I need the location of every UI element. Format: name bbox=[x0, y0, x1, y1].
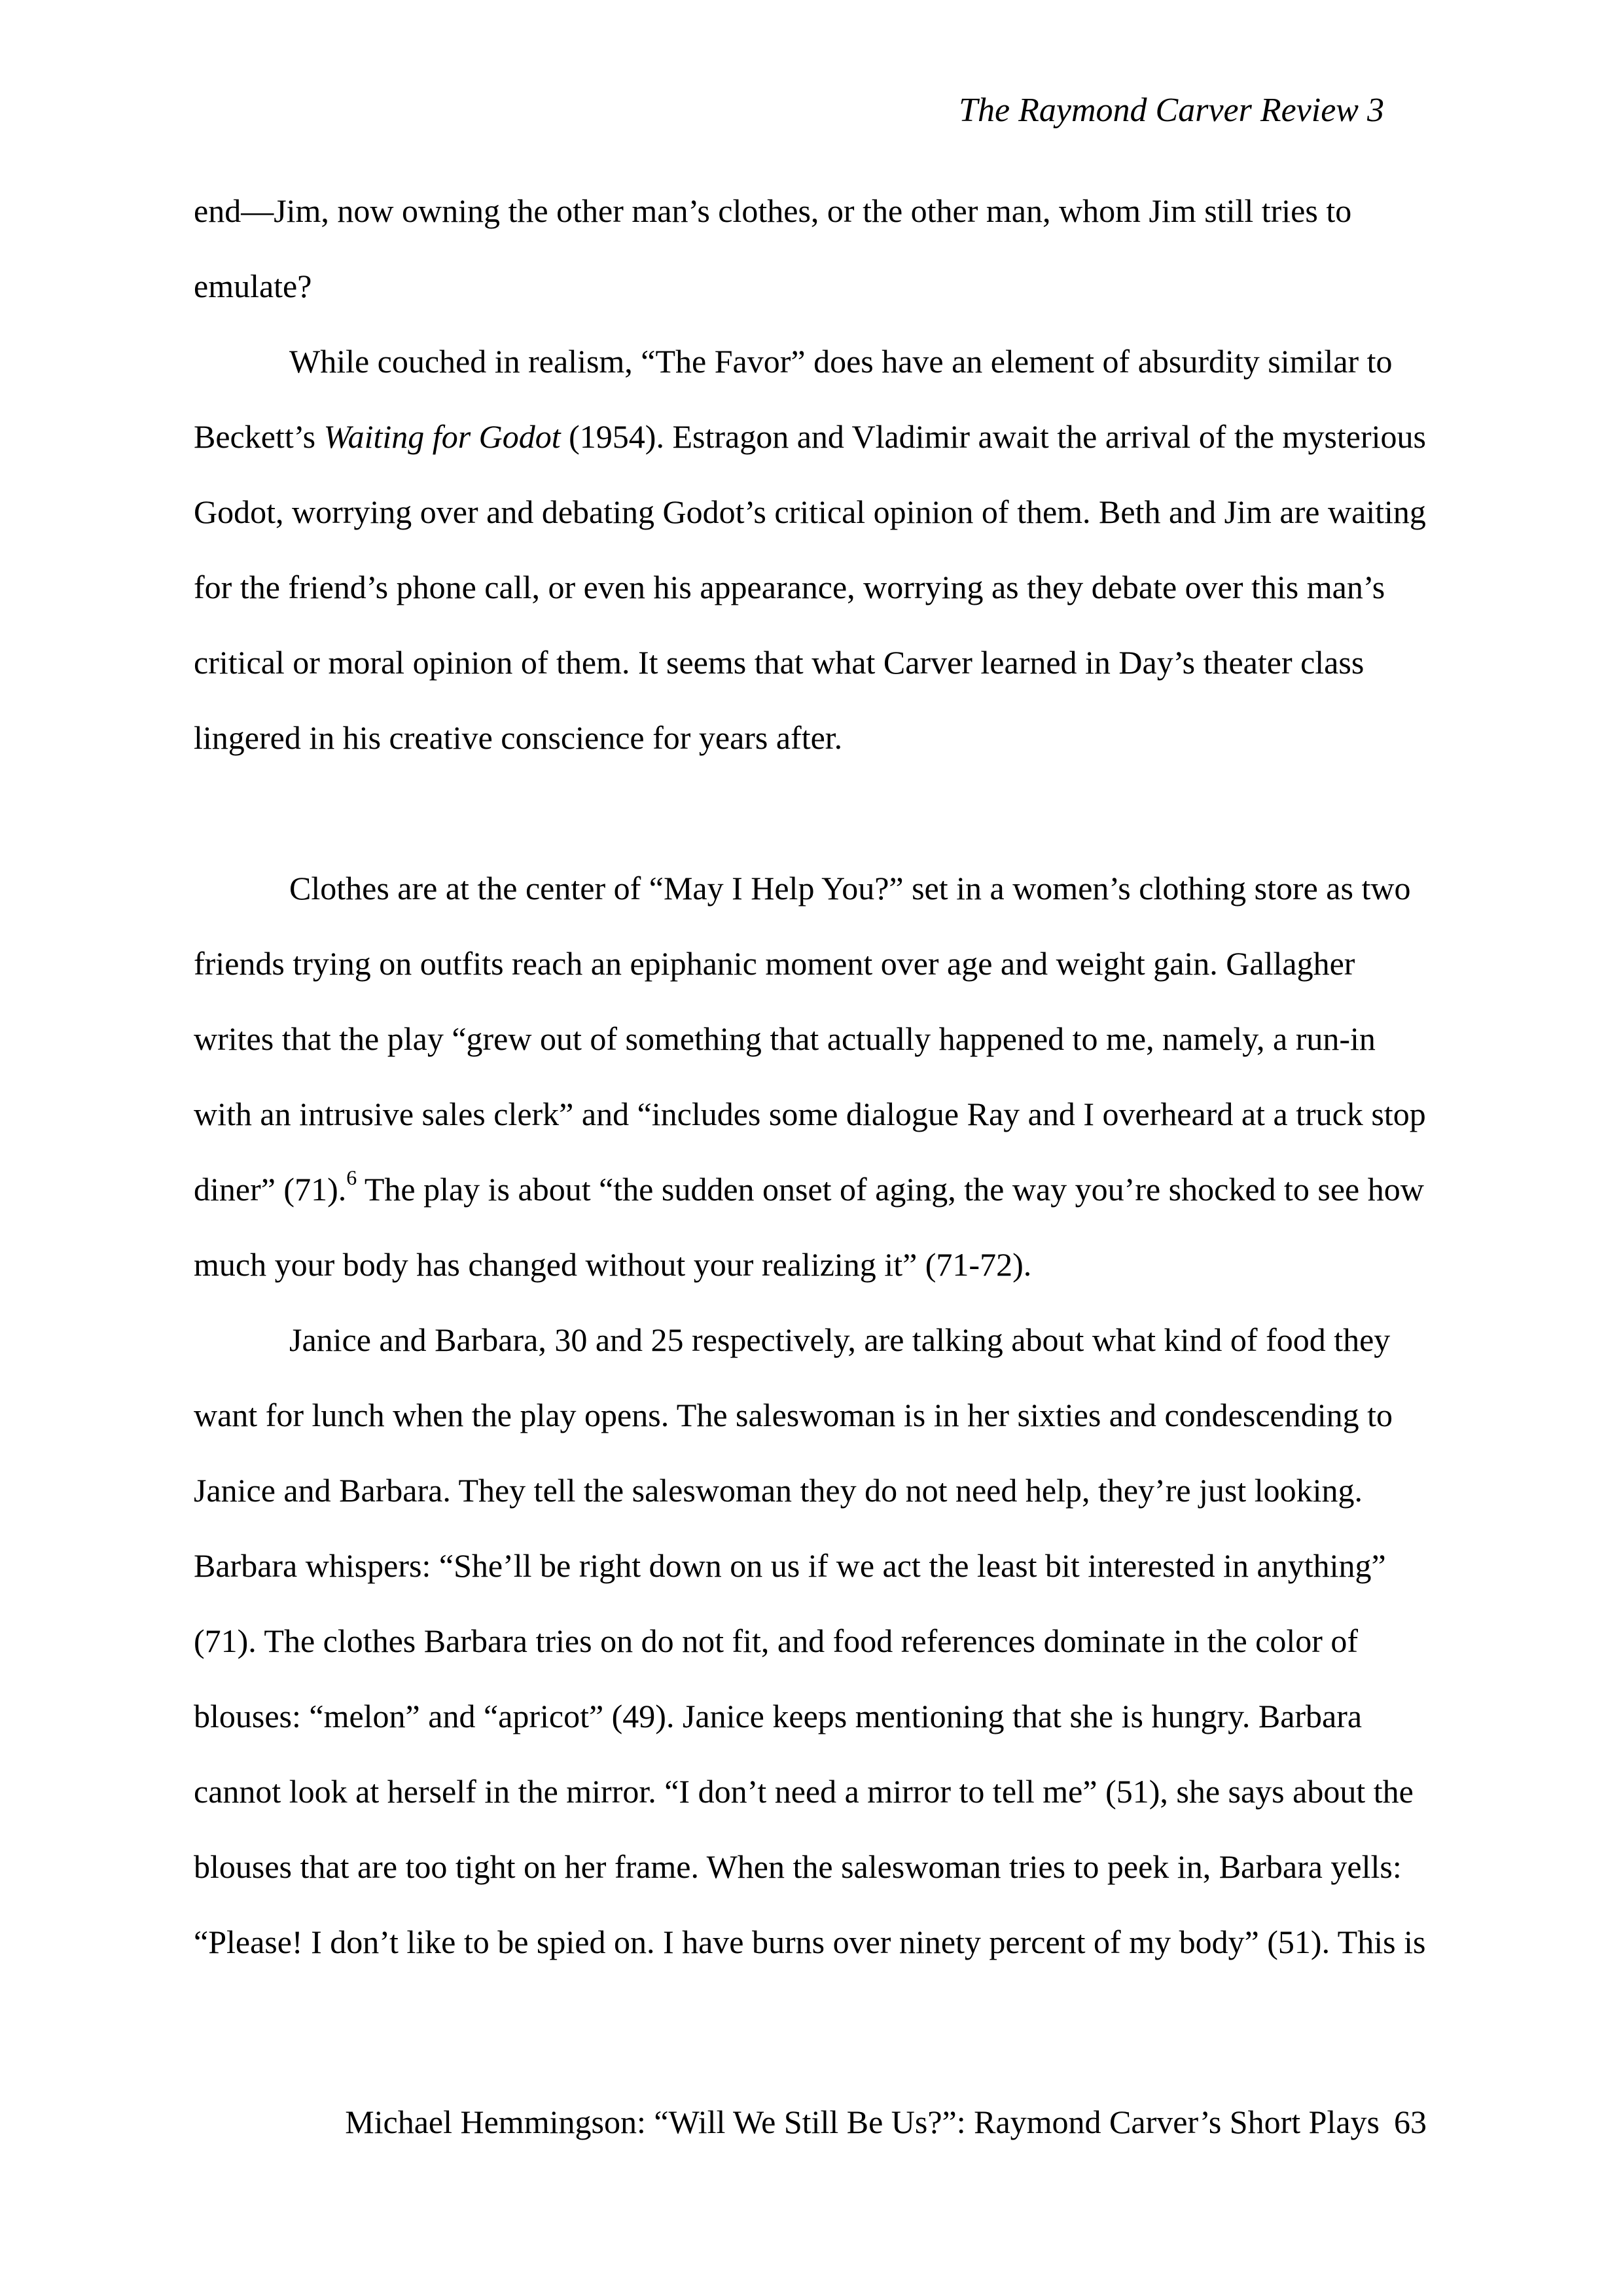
article-body bbox=[194, 173, 1437, 1980]
page-footer bbox=[345, 2106, 1427, 2138]
paragraph-3-text-b: The play is about “the sudden onset of aging, the way you’re shocked to see how much your body has changed without your realizing it” (71-72). bbox=[194, 1171, 1424, 1283]
paragraph-4: Janice and Barbara, 30 and 25 respectively, are talking about what kind of food they want for lunch when the play opens. The saleswoman is in her sixties and condescending to Janice and Barbara. They tell the saleswoman they do not need help, they’re just looking. Barbara whispers: “She’ll be right down on us if we act the least bit interested in anything” (71). The clothes Barbara tries on do not fit, and food references dominate in the color of blouses: “melon” and “apricot” (49). Janice keeps mentioning that she is hungry. Barbara cannot look at herself in the mirror. “I don’t need a mirror to tell me” (51), she says about the blouses that are too tight on her frame. When the saleswoman tries to peek in, Barbara yells: “Please! I don’t like to be spied on. I have burns over ninety percent of my body” (51). This is bbox=[194, 1321, 1426, 1960]
footer-citation: Michael Hemmingson: “Will We Still Be Us?”: Raymond Carver’s Short Plays bbox=[345, 2104, 1380, 2140]
paragraph-3 bbox=[194, 851, 1437, 1302]
paragraph-2-text-a: While couched in realism, “The Favor” does have an element of absurdity similar to Beckett’s bbox=[194, 343, 1393, 455]
paragraph-3-text-a: Clothes are at the center of “May I Help You?” set in a women’s clothing store as two friends trying on outfits reach an epiphanic moment over age and weight gain. Gallagher writes that the play “grew out of something that actually happened to me, namely, a run-in with an intrusive sales clerk” and “includes some dialogue Ray and I overheard at a truck stop diner” (71). bbox=[194, 870, 1426, 1208]
section-break bbox=[194, 776, 1437, 851]
running-head: The Raymond Carver Review 3 bbox=[959, 92, 1384, 129]
paragraph-2 bbox=[194, 324, 1437, 776]
play-title-waiting-for-godot: Waiting for Godot bbox=[323, 418, 561, 455]
page-number: 63 bbox=[1394, 2104, 1427, 2140]
footnote-marker: 6 bbox=[346, 1166, 357, 1190]
paragraph-2-text-b: (1954). Estragon and Vladimir await the arrival of the mysterious Godot, worrying over and debating Godot’s critical opinion of them. Beth and Jim are waiting for the friend’s phone call, or even his appearance, worrying as they debate over this man’s critical or moral opinion of them. It seems that what Carver learned in Day’s theater class lingered in his creative conscience for years after. bbox=[194, 418, 1426, 756]
paragraph-1: end—Jim, now owning the other man’s clothes, or the other man, whom Jim still tries to emulate? bbox=[194, 192, 1352, 304]
